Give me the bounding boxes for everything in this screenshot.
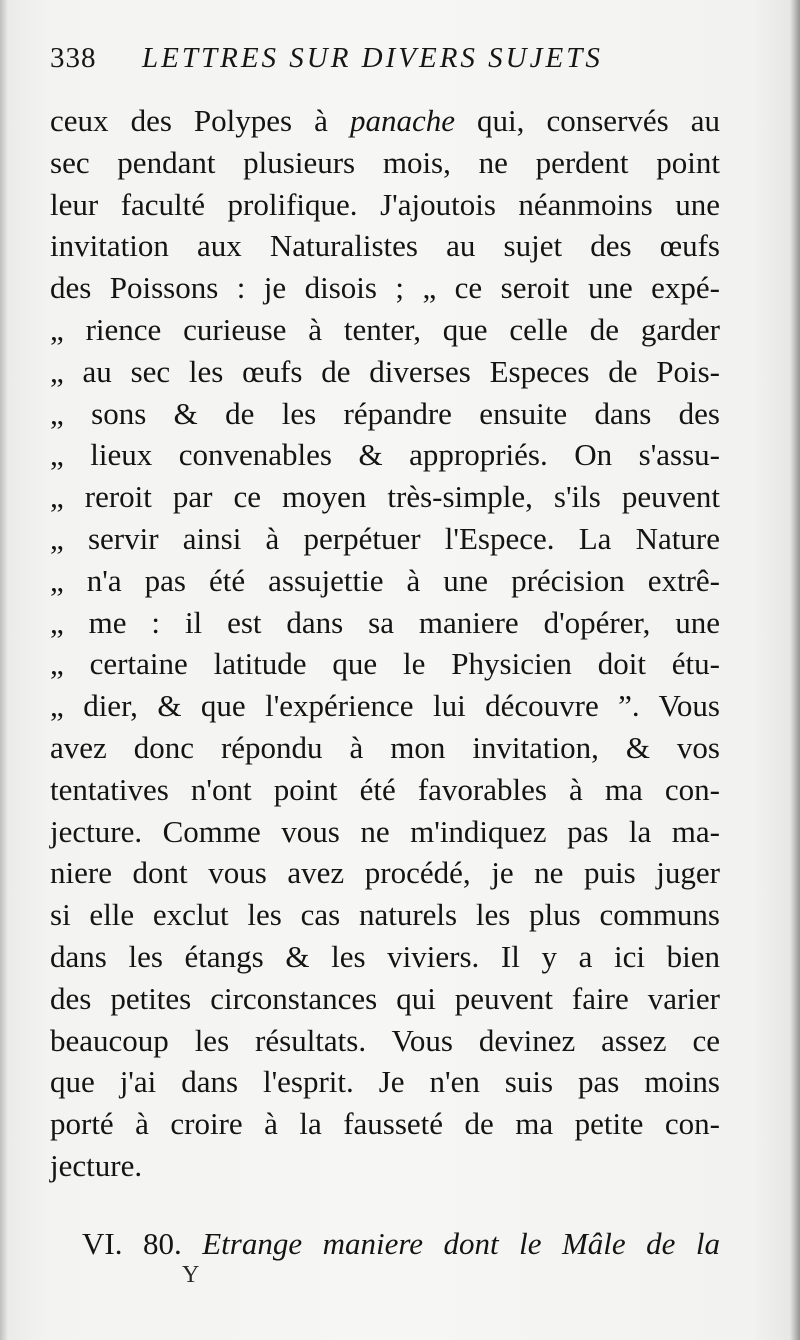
text-line: „ dier, & que l'expérience lui découvre ”. Vous bbox=[50, 688, 720, 724]
text-line: invitation aux Naturalistes au sujet des œufs bbox=[50, 228, 720, 264]
page-edge-shadow bbox=[790, 0, 800, 1340]
body-text bbox=[50, 100, 720, 1187]
text-line: des Poissons : je disois ; „ ce seroit une expé- bbox=[50, 270, 720, 306]
text-line: si elle exclut les cas naturels les plus communs bbox=[50, 897, 720, 933]
page-header bbox=[50, 42, 670, 82]
text-line: „ au sec les œufs de diverses Especes de Pois- bbox=[50, 353, 720, 389]
text-line: „ rience curieuse à tenter, que celle de garder bbox=[50, 311, 720, 347]
signature-mark: Y bbox=[182, 1262, 200, 1288]
running-head: LETTRES SUR DIVERS SUJETS bbox=[142, 42, 603, 74]
text-line: sec pendant plusieurs mois, ne perdent point bbox=[50, 144, 720, 180]
text-line: avez donc répondu à mon invitation, & vos bbox=[50, 729, 720, 765]
text-line: tentatives n'ont point été favorables à ma con- bbox=[50, 771, 720, 807]
text-line: jecture. bbox=[50, 1147, 143, 1183]
text-line: „ me : il est dans sa maniere d'opérer, une bbox=[50, 604, 720, 640]
text-line: „ reroit par ce moyen très-simple, s'ils peuvent bbox=[50, 479, 720, 515]
text-line: „ servir ainsi à perpétuer l'Espece. La Nature bbox=[50, 520, 720, 556]
section-title: Etrange maniere dont le Mâle de la bbox=[202, 1226, 721, 1261]
text-line: „ lieux convenables & appropriés. On s'assu- bbox=[50, 437, 720, 473]
text-segment: ceux des Polypes à bbox=[50, 103, 350, 138]
text-line bbox=[50, 100, 720, 142]
text-line: niere dont vous avez procédé, je ne puis juger bbox=[50, 855, 720, 891]
text-line: „ sons & de les répandre ensuite dans des bbox=[50, 395, 720, 431]
text-line: beaucoup les résultats. Vous devinez assez ce bbox=[50, 1022, 720, 1058]
text-line: dans les étangs & les viviers. Il y a ici bien bbox=[50, 938, 720, 974]
text-line: „ certaine latitude que le Physicien doit étu- bbox=[50, 646, 720, 682]
text-segment: qui, conservés au bbox=[455, 103, 720, 138]
section-number: VI. 80. bbox=[82, 1226, 182, 1261]
text-line: des petites circonstances qui peuvent faire varier bbox=[50, 980, 720, 1016]
text-line: „ n'a pas été assujettie à une précision extrê- bbox=[50, 562, 720, 598]
page-gutter-shadow bbox=[0, 0, 8, 1340]
text-line: porté à croire à la fausseté de ma petite con- bbox=[50, 1106, 720, 1142]
section-heading bbox=[82, 1222, 720, 1266]
text-line: que j'ai dans l'esprit. Je n'en suis pas moins bbox=[50, 1064, 720, 1100]
page-number: 338 bbox=[50, 42, 97, 74]
text-line: jecture. Comme vous ne m'indiquez pas la ma- bbox=[50, 813, 720, 849]
text-line: leur faculté prolifique. J'ajoutois néanmoins une bbox=[50, 186, 720, 222]
italic-term: panache bbox=[349, 103, 455, 138]
